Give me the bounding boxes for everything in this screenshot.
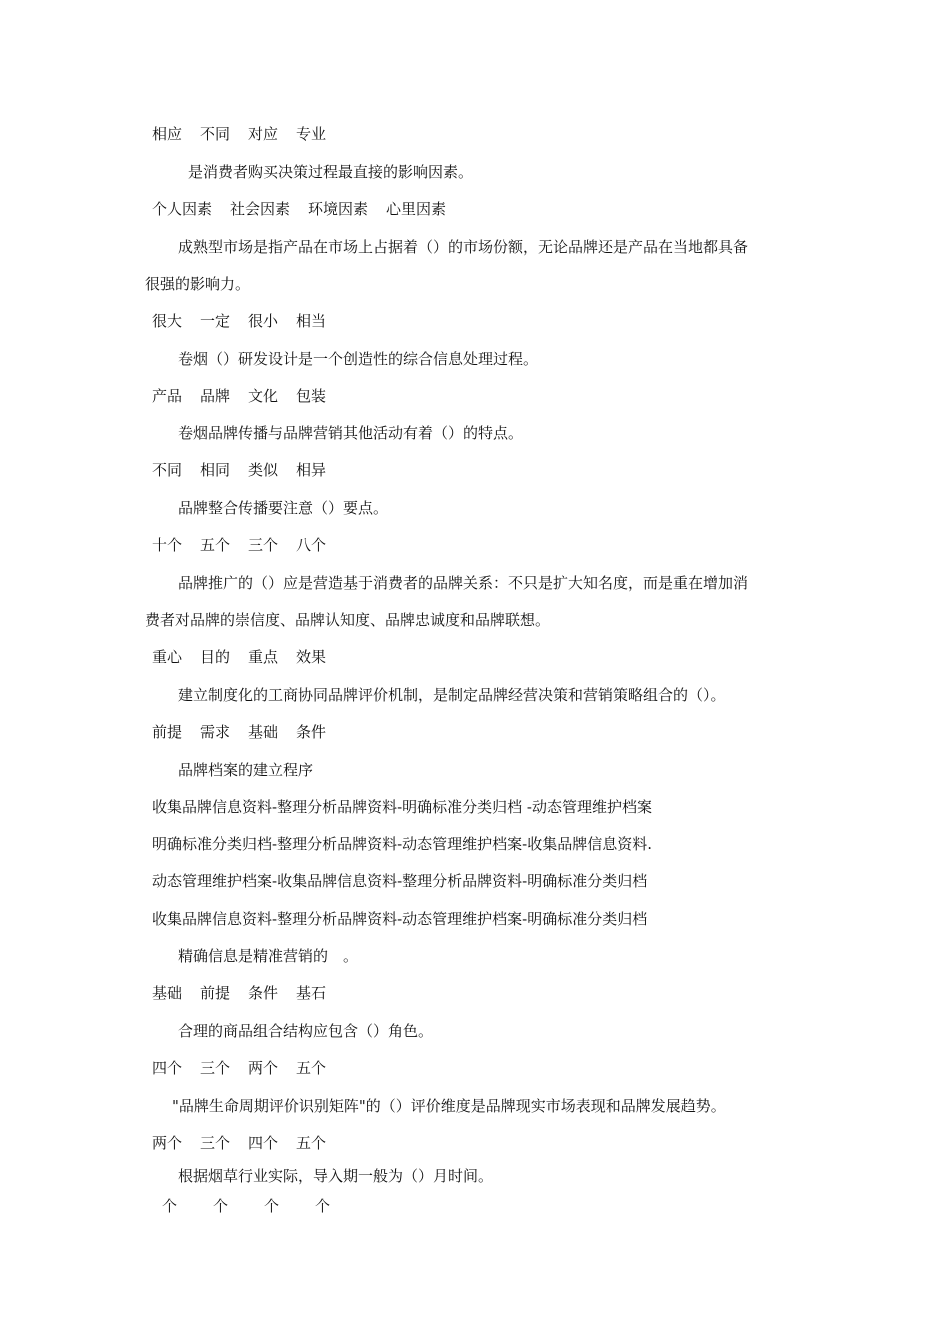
answer-option: 八个 xyxy=(296,536,327,554)
answer-option: 明确标准分类归档-整理分析品牌资料-动态管理维护档案-收集品牌信息资料. xyxy=(152,835,652,853)
answer-option: 相异 xyxy=(296,461,327,479)
answer-option: 社会因素 xyxy=(230,200,291,218)
answer-option: 三个 xyxy=(200,1059,231,1077)
question-text: 精确信息是精准营销的 。 xyxy=(178,947,359,965)
answer-option: 不同 xyxy=(152,461,183,479)
answer-option: 类似 xyxy=(248,461,279,479)
answer-option: 十个 xyxy=(152,536,183,554)
answer-options xyxy=(152,460,326,480)
answer-option: 相同 xyxy=(200,461,231,479)
answer-option: 个 xyxy=(264,1197,280,1215)
answer-option: 重心 xyxy=(152,648,183,666)
answer-option: 三个 xyxy=(248,536,279,554)
answer-option: 产品 xyxy=(152,387,183,405)
answer-option: 基础 xyxy=(152,984,183,1002)
answer-option: 前提 xyxy=(152,723,183,741)
answer-option: 四个 xyxy=(248,1134,279,1152)
answer-option: 三个 xyxy=(200,1134,231,1152)
answer-option: 环境因素 xyxy=(308,200,369,218)
question-text: 卷烟品牌传播与品牌营销其他活动有着（）的特点。 xyxy=(178,424,524,442)
answer-option: 相应 xyxy=(152,125,183,143)
answer-option: 心里因素 xyxy=(386,200,447,218)
answer-option: 五个 xyxy=(296,1059,327,1077)
answer-options xyxy=(152,1058,326,1078)
answer-options xyxy=(152,311,326,331)
answer-options xyxy=(152,535,326,555)
answer-option: 两个 xyxy=(152,1134,183,1152)
answer-option: 基础 xyxy=(248,723,279,741)
answer-option: 条件 xyxy=(296,723,327,741)
question-text: 建立制度化的工商协同品牌评价机制，是制定品牌经营决策和营销策略组合的（）。 xyxy=(178,686,726,704)
answer-options xyxy=(152,722,326,742)
answer-option: 个 xyxy=(315,1197,331,1215)
answer-options xyxy=(152,834,652,854)
answer-option: 专业 xyxy=(296,125,327,143)
question-text: 卷烟（）研发设计是一个创造性的综合信息处理过程。 xyxy=(178,350,539,368)
answer-option: 一定 xyxy=(200,312,231,330)
question-text: "品牌生命周期评价识别矩阵"的（）评价维度是品牌现实市场表现和品牌发展趋势。 xyxy=(172,1097,726,1115)
question-text-continued: 很强的影响力。 xyxy=(145,275,251,293)
answer-option: 对应 xyxy=(248,125,279,143)
answer-option: 品牌 xyxy=(200,387,231,405)
question-text: 成熟型市场是指产品在市场上占据着（）的市场份额，无论品牌还是产品在当地都具备 xyxy=(178,238,749,256)
answer-option: 文化 xyxy=(248,387,279,405)
answer-option: 个 xyxy=(213,1197,229,1215)
answer-option: 两个 xyxy=(248,1059,279,1077)
answer-options xyxy=(152,124,326,144)
answer-options xyxy=(152,871,647,891)
question-text: 根据烟草行业实际，导入期一般为（）月时间。 xyxy=(178,1167,494,1185)
answer-options xyxy=(152,647,326,667)
answer-option: 效果 xyxy=(296,648,327,666)
question-text: 合理的商品组合结构应包含（）角色。 xyxy=(178,1022,434,1040)
answer-option: 条件 xyxy=(248,984,279,1002)
answer-option: 前提 xyxy=(200,984,231,1002)
answer-option: 很大 xyxy=(152,312,183,330)
answer-option: 四个 xyxy=(152,1059,183,1077)
answer-options xyxy=(152,797,652,817)
answer-option: 很小 xyxy=(248,312,279,330)
answer-options xyxy=(152,1133,326,1153)
answer-option: 不同 xyxy=(200,125,231,143)
answer-options xyxy=(162,1196,366,1216)
answer-option: 五个 xyxy=(200,536,231,554)
answer-option: 需求 xyxy=(200,723,231,741)
question-text: 品牌整合传播要注意（）要点。 xyxy=(178,499,389,517)
answer-option: 五个 xyxy=(296,1134,327,1152)
answer-options xyxy=(152,199,446,219)
answer-option: 包装 xyxy=(296,387,327,405)
question-text: 品牌档案的建立程序 xyxy=(178,761,314,779)
answer-options xyxy=(152,909,647,929)
question-text: 是消费者购买决策过程最直接的影响因素。 xyxy=(188,163,474,181)
answer-option: 目的 xyxy=(200,648,231,666)
answer-option: 收集品牌信息资料-整理分析品牌资料-明确标准分类归档 -动态管理维护档案 xyxy=(152,798,652,816)
answer-option: 重点 xyxy=(248,648,279,666)
answer-option: 基石 xyxy=(296,984,327,1002)
question-text-continued: 费者对品牌的崇信度、品牌认知度、品牌忠诚度和品牌联想。 xyxy=(145,611,551,629)
answer-option: 个人因素 xyxy=(152,200,213,218)
answer-option: 相当 xyxy=(296,312,327,330)
answer-options xyxy=(152,983,326,1003)
question-text: 品牌推广的（）应是营造基于消费者的品牌关系：不只是扩大知名度，而是重在增加消 xyxy=(178,574,749,592)
answer-option: 收集品牌信息资料-整理分析品牌资料-动态管理维护档案-明确标准分类归档 xyxy=(152,910,648,928)
answer-options xyxy=(152,386,326,406)
answer-option: 个 xyxy=(162,1197,178,1215)
answer-option: 动态管理维护档案-收集品牌信息资料-整理分析品牌资料-明确标准分类归档 xyxy=(152,872,648,890)
